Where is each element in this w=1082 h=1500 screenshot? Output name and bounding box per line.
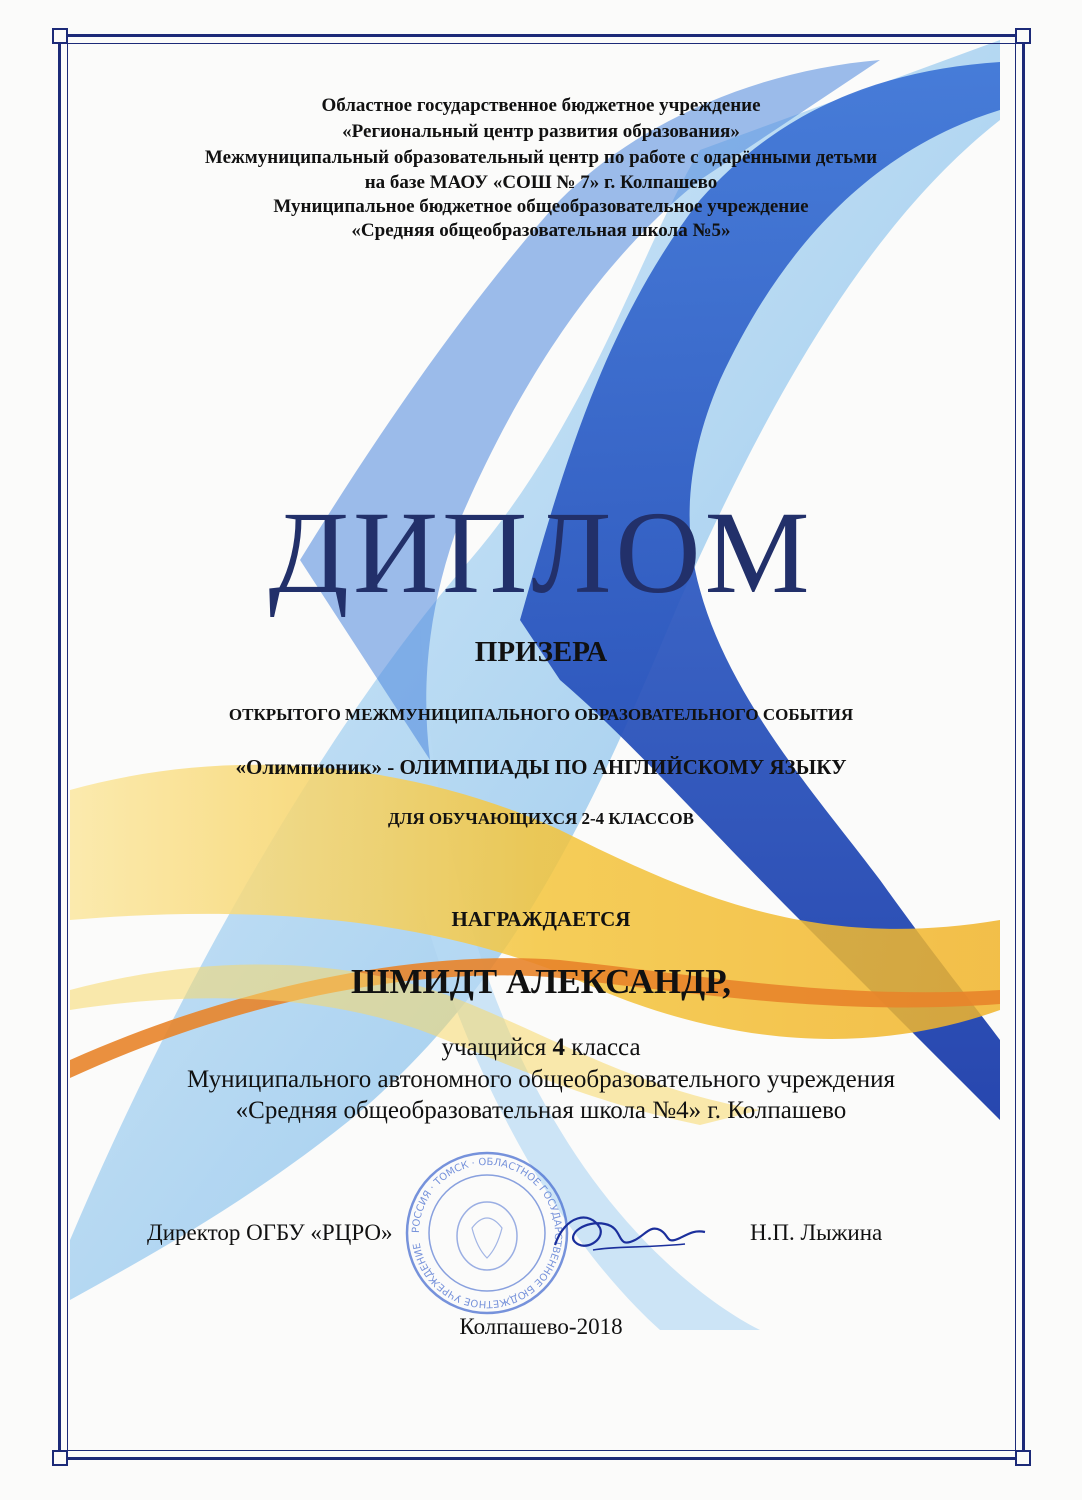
recipient-name: ШМИДТ АЛЕКСАНДР, [351, 962, 731, 1001]
award-label: НАГРАЖДАЕТСЯ [451, 907, 631, 931]
header-line-4: на базе МАОУ «СОШ № 7» г. Колпашево [364, 172, 718, 193]
corner-ornament [52, 1450, 68, 1466]
signatory-name: Н.П. Лыжина [750, 1220, 883, 1245]
header-line-2: «Региональный центр развития образования» [342, 121, 740, 142]
diploma-subtitle: ПРИЗЕРА [474, 636, 608, 668]
school-line-2: «Средняя общеобразовательная школа №4» г. Колпашево [235, 1097, 847, 1124]
diploma-title: ДИПЛОМ [268, 487, 814, 618]
school-line-1: Муниципального автономного общеобразовательного учреждения [186, 1066, 896, 1093]
header-line-5: Муниципальное бюджетное общеобразовательное учреждение [273, 196, 809, 217]
signatory-position: Директор ОГБУ «РЦРО» [147, 1220, 393, 1245]
header-line-1: Областное государственное бюджетное учреждение [321, 95, 761, 116]
header-line-6: «Средняя общеобразовательная школа №5» [351, 220, 731, 241]
grade-suffix: класса [564, 1034, 641, 1061]
event-line-1: ОТКРЫТОГО МЕЖМУНИЦИПАЛЬНОГО ОБРАЗОВАТЕЛЬНОГО СОБЫТИЯ [228, 705, 854, 724]
event-line-3: ДЛЯ ОБУЧАЮЩИХСЯ 2-4 КЛАССОВ [388, 809, 694, 828]
handwritten-signature [545, 1200, 715, 1270]
grade-prefix: учащийся [441, 1034, 553, 1061]
header-line-3: Межмуниципальный образовательный центр по работе с одарёнными детьми [204, 147, 878, 168]
corner-ornament [52, 28, 68, 44]
corner-ornament [1015, 1450, 1031, 1466]
corner-ornament [1015, 28, 1031, 44]
place-year: Колпашево-2018 [459, 1314, 623, 1339]
event-line-2: «Олимпионик» - ОЛИМПИАДЫ ПО АНГЛИЙСКОМУ ЯЗЫКУ [235, 755, 847, 779]
stamp-text: РОССИЯ · ТОМСК · ОБЛАСТНОЕ ГОСУДАРСТВЕННОЕ БЮДЖЕТНОЕ УЧРЕЖДЕНИЕ [410, 1156, 564, 1310]
grade-number: 4 [552, 1034, 565, 1061]
recipient-grade [0, 1034, 1082, 1062]
